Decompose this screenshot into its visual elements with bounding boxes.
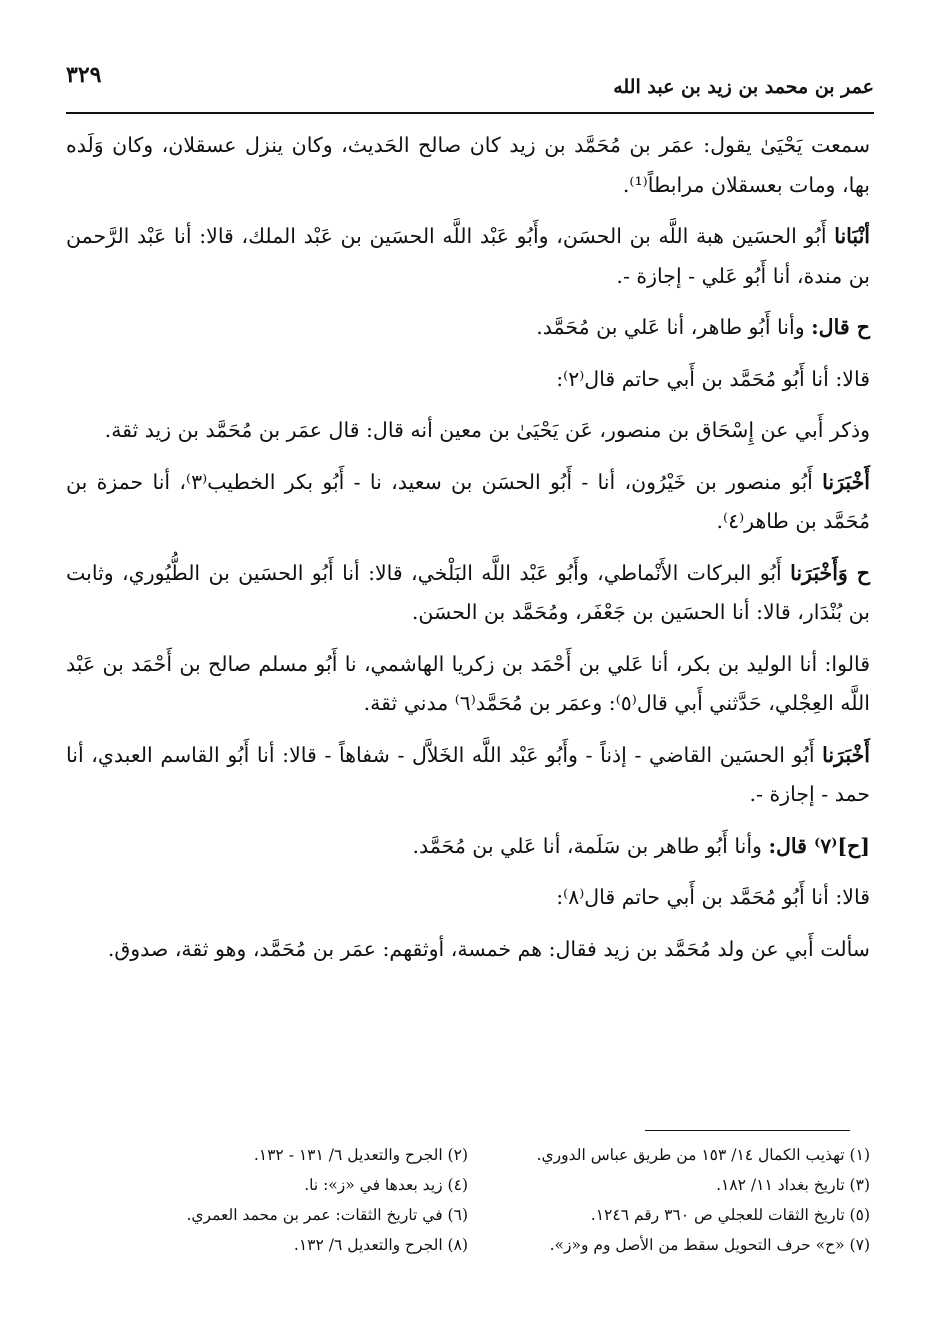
footnote: (٥) تاريخ الثقات للعجلي ص ٣٦٠ رقم ١٢٤٦.	[590, 1206, 870, 1224]
footnote: (٨) الجرح والتعديل ٦/ ١٣٢.	[293, 1236, 468, 1254]
footnote-rule	[645, 1130, 850, 1131]
footnote: (٣) تاريخ بغداد ١١/ ١٨٢.	[716, 1176, 870, 1194]
chain-lead: أَخْبَرَنا	[822, 742, 870, 767]
chain-lead: [ح]⁽٧⁾ قال:	[768, 833, 870, 858]
paragraph: أَخْبَرَنا أَبُو منصور بن خَيْرُون، أنا - أَبُو الحسَن بن سعيد، نا - أَبُو بكر الخطيب⁽٣⁾، أنا حمزة بن مُحَمَّد بن طاهر⁽٤⁾.	[66, 469, 870, 533]
paragraph: سمعت يَحْيَىٰ يقول: عمَر بن مُحَمَّد بن زيد كان صالح الحَديث، وكان ينزل عسقلان، وكان وَلَده بها، ومات بعسقلان مرابطاً⁽¹⁾.	[66, 133, 870, 197]
footnotes	[66, 1140, 870, 1260]
chain-lead: أَخْبَرَنا	[822, 469, 870, 494]
footnote: (٧) «ح» حرف التحويل سقط من الأصل وم و«ز».	[549, 1236, 870, 1254]
paragraph: سألت أَبي عن ولد مُحَمَّد بن زيد فقال: هم خمسة، أوثقهم: عمَر بن مُحَمَّد، وهو ثقة، صدوق.	[107, 936, 870, 961]
page-header	[66, 58, 874, 108]
paragraph: وذكر أَبي عن إِسْحَاق بن منصور، عَن يَحْيَىٰ بن معين أنه قال: قال عمَر بن مُحَمَّد بن زيد ثقة.	[104, 418, 870, 442]
footnote-row	[66, 1200, 870, 1230]
paragraph: قالوا: أنا الوليد بن بكر، أنا عَلي بن أَحْمَد بن زكريا الهاشمي، نا أَبُو مسلم صالح بن أَحْمَد بن عَبْد اللَّه العِجْلي، حَدَّثني أَبي قال⁽٥⁾: وعمَر بن مُحَمَّد⁽٦⁾ مدني ثقة.	[66, 651, 870, 715]
footnote-row	[66, 1140, 870, 1170]
footnote: (٤) زيد بعدها في «ز»: نا.	[304, 1176, 468, 1194]
paragraph: ح قال: وأنا أَبُو طاهر، أنا عَلي بن مُحَمَّد.	[536, 315, 870, 339]
paragraph: أنْبَانا أَبُو الحسَين هبة اللَّه بن الحسَن، وأَبُو عَبْد اللَّه الحسَين بن عَبْد الملك، قالا: أنا عَبْد الرَّحمن بن مندة، أنا أَبُو عَلي - إجازة -.	[66, 224, 870, 288]
header-rule	[66, 112, 874, 114]
running-title: عمر بن محمد بن زيد بن عبد الله	[613, 76, 874, 98]
paragraph: قالا: أنا أَبُو مُحَمَّد بن أَبي حاتم قال⁽٨⁾:	[556, 885, 870, 909]
paragraph: أَخْبَرَنا أَبُو الحسَين القاضي - إذناً - وأَبُو عَبْد اللَّه الخَلاَّل - شفاهاً - قالا: أنا أَبُو القاسم العبدي، أنا حمد - إجازة -.	[66, 742, 870, 806]
footnote: (١) تهذيب الكمال ١٤/ ١٥٣ من طريق عباس الدوري.	[536, 1146, 870, 1164]
paragraph: ح وَأَخْبَرَنا أَبُو البركات الأَنْماطي، وأَبُو عَبْد اللَّه البَلْخي، قالا: أنا أَبُو الحسَين بن الطُّيُوري، وثابت بن بُنْدَار، قالا: أنا الحسَين بن جَعْفَر، ومُحَمَّد بن الحسَن.	[66, 560, 870, 624]
footnote: (٦) في تاريخ الثقات: عمر بن محمد العمري.	[186, 1206, 468, 1224]
main-text	[66, 126, 870, 981]
footnote-row	[66, 1230, 870, 1260]
footnote: (٢) الجرح والتعديل ٦/ ١٣١ - ١٣٢.	[253, 1146, 468, 1164]
footnote-row	[66, 1170, 870, 1200]
paragraph: قالا: أنا أَبُو مُحَمَّد بن أَبي حاتم قال⁽٢⁾:	[556, 366, 870, 391]
page-number: ٣٢٩	[66, 62, 102, 88]
paragraph: [ح]⁽٧⁾ قال: وأنا أَبُو طاهر بن سَلَمة، أنا عَلي بن مُحَمَّد.	[412, 833, 870, 858]
chain-lead: أنْبَانا	[834, 224, 870, 248]
chain-lead: ح وَأَخْبَرَنا	[790, 560, 870, 585]
chain-lead: ح قال:	[811, 315, 870, 339]
